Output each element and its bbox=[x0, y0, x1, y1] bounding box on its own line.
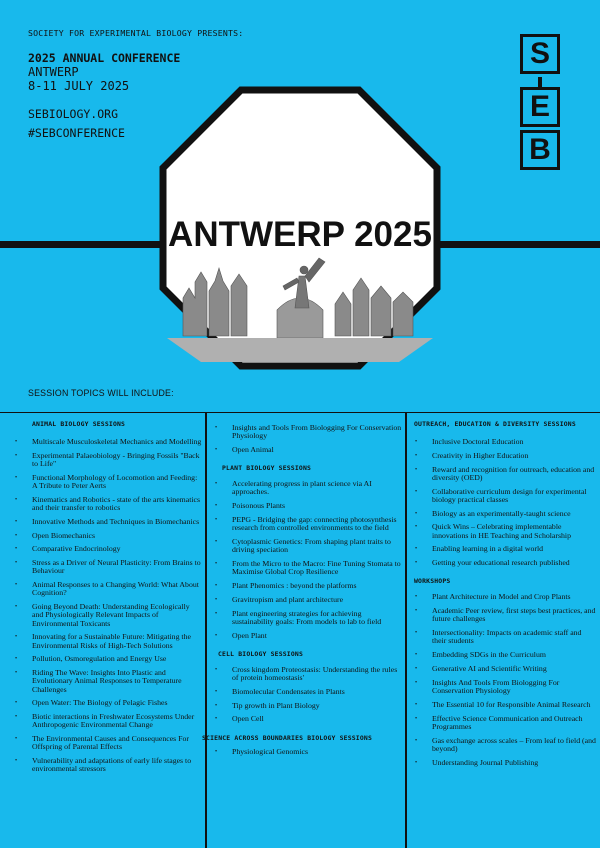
list-item: • PEPG - Bridging the gap: connecting photosynthesis research from controlled environments to the field bbox=[214, 516, 402, 532]
list-item: • Understanding Journal Publishing bbox=[414, 759, 596, 767]
list-item: • Functional Morphology of Locomotion and Feeding: A Tribute to Peter Aerts bbox=[14, 474, 202, 490]
plant-biology-title: PLANT BIOLOGY SESSIONS bbox=[222, 464, 312, 473]
list-item: • Innovative Methods and Techniques in Biomechanics bbox=[14, 518, 202, 526]
conference-hashtag: #SEBCONFERENCE bbox=[28, 126, 125, 140]
column-right bbox=[414, 416, 596, 772]
list-item: • Open Biomechanics bbox=[14, 532, 202, 540]
list-item: • Experimental Palaeobiology - Bringing Fossils "Back to Life" bbox=[14, 452, 202, 468]
cell-biology-title: CELL BIOLOGY SESSIONS bbox=[218, 649, 303, 658]
list-item: • Creativity in Higher Education bbox=[414, 452, 596, 460]
list-item: • Pollution, Osmoregulation and Energy Use bbox=[14, 655, 202, 663]
list-item: • Innovating for a Sustainable Future: Mitigating the Environmental Risks of High-Tech Solutions bbox=[14, 633, 202, 649]
list-item: • Gravitropism and plant architecture bbox=[214, 596, 402, 604]
list-item: • Gas exchange across scales – From leaf to field (and beyond) bbox=[414, 737, 596, 753]
list-item: • Biomolecular Condensates in Plants bbox=[214, 688, 402, 696]
conference-website[interactable]: SEBIOLOGY.ORG bbox=[28, 107, 119, 121]
column-left bbox=[14, 416, 202, 779]
list-item: • Plant Phenomics : beyond the platforms bbox=[214, 582, 402, 590]
list-item: • Collaborative curriculum design for experimental biology practical classes bbox=[414, 488, 596, 504]
workshops-title: WORKSHOPS bbox=[414, 577, 451, 586]
logo-letter-e: E bbox=[520, 87, 560, 127]
list-item: • Cross kingdom Proteostasis: Understanding the rules of protein homeostasis' bbox=[214, 666, 402, 682]
list-item: • Animal Responses to a Changing World: What About Cognition? bbox=[14, 581, 202, 597]
conference-dates: 8-11 JULY 2025 bbox=[28, 79, 130, 93]
science-boundaries-list bbox=[214, 748, 402, 756]
logo-letter-s: S bbox=[520, 34, 560, 74]
list-item: • Vulnerability and adaptations of early life stages to environmental stressors bbox=[14, 757, 202, 773]
list-item: • Comparative Endocrinology bbox=[14, 545, 202, 553]
animal-biology-title: ANIMAL BIOLOGY SESSIONS bbox=[32, 420, 126, 428]
list-item: • Open Water: The Biology of Pelagic Fishes bbox=[14, 699, 202, 707]
list-item: • Open Animal bbox=[214, 446, 402, 454]
workshops-list bbox=[414, 593, 596, 766]
column-divider bbox=[205, 412, 207, 848]
list-item: • Generative AI and Scientific Writing bbox=[414, 665, 596, 673]
outreach-education-title: OUTREACH, EDUCATION & DIVERSITY SESSIONS bbox=[414, 420, 576, 428]
list-item: • Kinematics and Robotics - state of the arts kinematics and their transfer to robotics bbox=[14, 496, 202, 512]
list-item: • Getting your educational research published bbox=[414, 559, 596, 567]
list-item: • Multiscale Musculoskeletal Mechanics and Modelling bbox=[14, 438, 202, 446]
conference-city: ANTWERP bbox=[28, 65, 79, 79]
list-item: • From the Micro to the Macro: Fine Tuning Stomata to Maximise Global Crop Resilience bbox=[214, 560, 402, 576]
list-item: • Intersectionality: Impacts on academic staff and their students bbox=[414, 629, 596, 645]
list-item: • Poisonous Plants bbox=[214, 502, 402, 510]
list-item: • Insights and Tools From Biologging For Conservation Physiology bbox=[214, 424, 402, 440]
session-topics-heading: SESSION TOPICS WILL INCLUDE: bbox=[28, 388, 174, 398]
badge-title: ANTWERP 2025 bbox=[168, 215, 432, 254]
list-item: • Physiological Genomics bbox=[214, 748, 402, 756]
list-item: • Academic Peer review, first steps best practices, and future challenges bbox=[414, 607, 596, 623]
animal-biology-list bbox=[14, 438, 202, 774]
list-item: • Embedding SDGs in the Curriculum bbox=[414, 651, 596, 659]
list-item: • The Environmental Causes and Consequences For Offspring of Parental Effects bbox=[14, 735, 202, 751]
plant-biology-list bbox=[214, 480, 402, 640]
list-item: • Open Cell bbox=[214, 715, 402, 723]
list-item: • The Essential 10 for Responsible Animal Research bbox=[414, 701, 596, 709]
list-item: • Reward and recognition for outreach, education and diversity (OED) bbox=[414, 466, 596, 482]
list-item: • Effective Science Communication and Outreach Programmes bbox=[414, 715, 596, 731]
list-item: • Insights And Tools From Biologging For Conservation Physiology bbox=[414, 679, 596, 695]
animal-biology-continued-list bbox=[214, 424, 402, 454]
list-item: • Enabling learning in a digital world bbox=[414, 545, 596, 553]
list-item: • Inclusive Doctoral Education bbox=[414, 438, 596, 446]
list-item: • Plant engineering strategies for achieving sustainability goals: From models to lab to field bbox=[214, 610, 402, 626]
list-item: • Plant Architecture in Model and Crop Plants bbox=[414, 593, 596, 601]
presents-line: SOCIETY FOR EXPERIMENTAL BIOLOGY PRESENTS: bbox=[28, 28, 244, 38]
list-item: • Going Beyond Death: Understanding Ecologically and Physiologically Relevant Impacts of Environmental Toxicants bbox=[14, 603, 202, 628]
list-item: • Riding The Wave: Insights Into Plastic and Evolutionary Animal Responses to Temperature Challenges bbox=[14, 669, 202, 694]
conference-title: 2025 ANNUAL CONFERENCE bbox=[28, 51, 181, 65]
list-item: • Accelerating progress in plant science via AI approaches. bbox=[214, 480, 402, 496]
list-item: • Stress as a Driver of Neural Plasticity: From Brains to Behaviour bbox=[14, 559, 202, 575]
list-item: • Biology as an experimentally-taught science bbox=[414, 510, 596, 518]
cell-biology-list bbox=[214, 666, 402, 724]
antwerp-badge bbox=[159, 86, 441, 370]
list-item: • Tip growth in Plant Biology bbox=[214, 702, 402, 710]
column-divider bbox=[405, 412, 407, 848]
column-middle bbox=[202, 416, 402, 761]
logo-connector bbox=[538, 77, 542, 87]
list-item: • Open Plant bbox=[214, 632, 402, 640]
science-boundaries-title: SCIENCE ACROSS BOUNDARIES BIOLOGY SESSIONS bbox=[202, 733, 372, 742]
outreach-education-list bbox=[414, 438, 596, 567]
logo-letter-b: B bbox=[520, 130, 560, 170]
list-item: • Quick Wins – Celebrating implementable innovations in HE Teaching and Scholarship bbox=[414, 523, 596, 539]
list-item: • Biotic interactions in Freshwater Ecosystems Under Anthropogenic Environmental Change bbox=[14, 713, 202, 729]
list-item: • Cytoplasmic Genetics: From shaping plant traits to driving speciation bbox=[214, 538, 402, 554]
